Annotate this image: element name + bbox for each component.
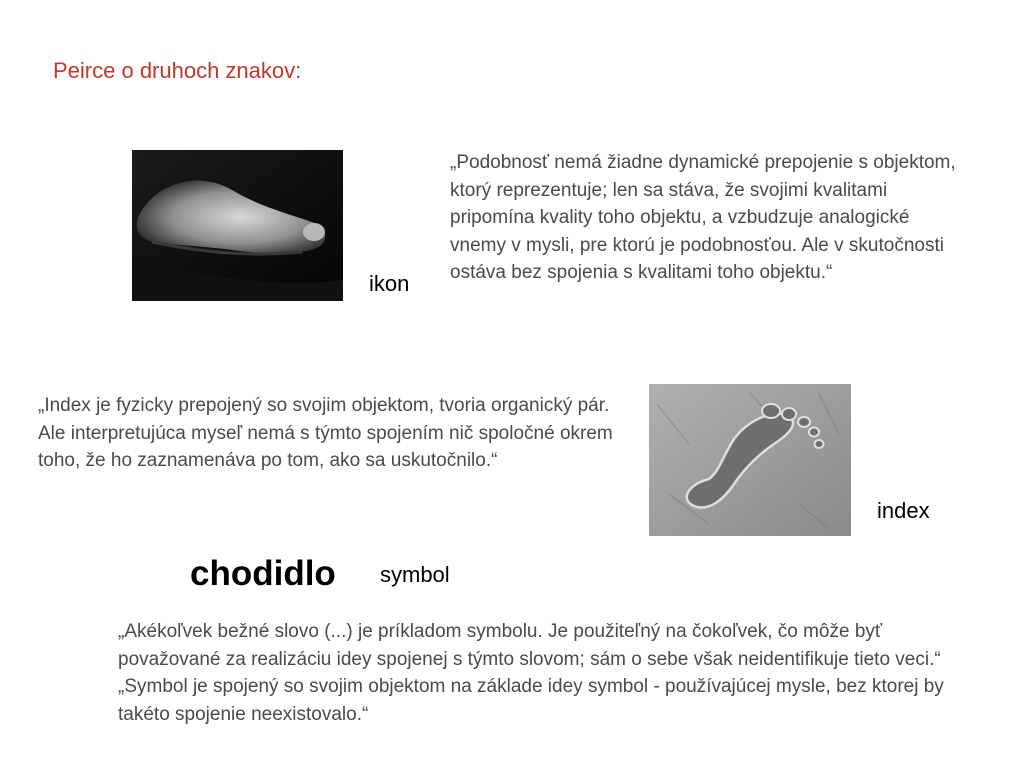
symbol-label: symbol bbox=[380, 562, 450, 587]
index-label: index bbox=[877, 498, 930, 523]
icon-quote: „Podobnosť nemá žiadne dynamické prepojenie s objektom, ktorý reprezentuje; len sa stáva, že svojimi kvalitami pripomína kvality toho objektu, a vzbudzuje analogické vnemy v mysli, pre ktorú je podobnosťou. Ale v skutočnosti ostáva bez spojenia s kvalitami toho objektu.“ bbox=[450, 152, 956, 283]
index-quote: „Index je fyzicky prepojený so svojim objektom, tvoria organický pár. Ale interpretujúca myseľ nemá s týmto spojením nič spoločné okrem toho, že ho zaznamenáva po tom, ako sa uskutočnilo.“ bbox=[38, 395, 613, 471]
symbol-quote: „Akékoľvek bežné slovo (...) je príkladom symbolu. Je použiteľný na čokoľvek, čo môže byť považované za realizáciu idey spojenej s týmto slovom; sám o sebe však neidentifikuje tieto veci.“ „Symbol je spojený so svojim objektom na základe idey symbol - používajúcej mysle, bez ktorej by takéto spojenie neexistovalo.“ bbox=[118, 621, 944, 725]
footprint-photo bbox=[649, 384, 851, 536]
symbol-word: chodidlo bbox=[190, 554, 336, 593]
foot-photo bbox=[132, 150, 343, 301]
slide-title: Peirce o druhoch znakov: bbox=[53, 58, 302, 83]
icon-label: ikon bbox=[369, 271, 410, 296]
